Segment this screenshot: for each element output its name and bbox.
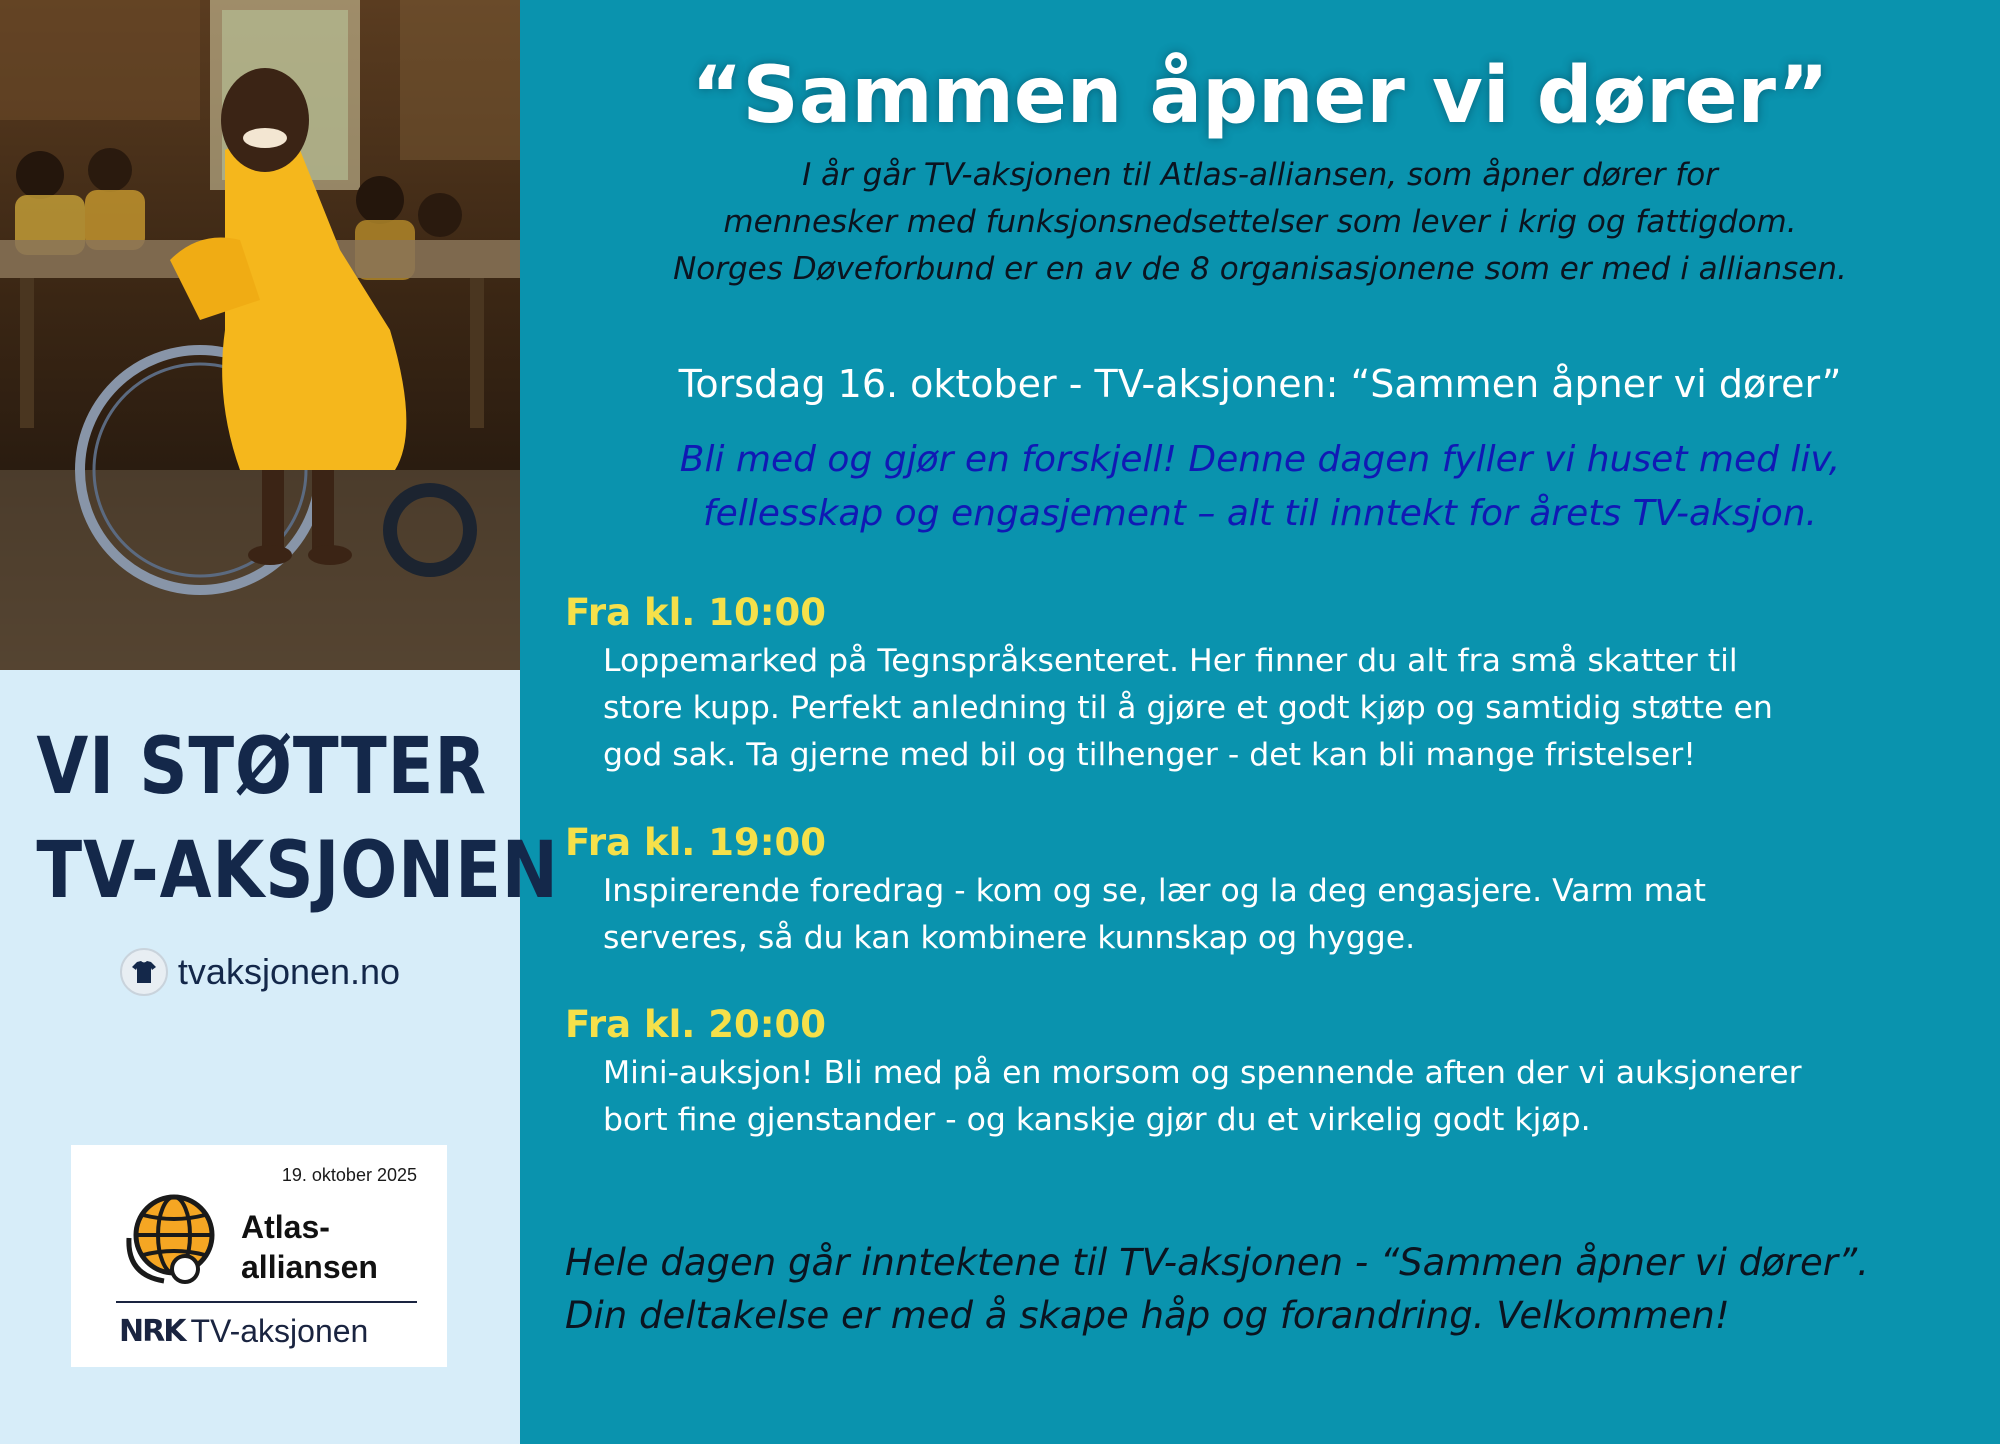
globe-icon bbox=[119, 1183, 229, 1297]
website-url[interactable]: tvaksjonen.no bbox=[177, 951, 401, 992]
atlas-name-line: Atlas- bbox=[241, 1209, 330, 1245]
sidebar bbox=[0, 0, 559, 1444]
atlas-name bbox=[241, 1207, 378, 1287]
closing-text bbox=[565, 1236, 1985, 1342]
closing-line: Hele dagen går inntektene til TV-aksjonen - “Sammen åpner vi dører”. bbox=[565, 1241, 1869, 1284]
atlas-alliance-logo-card bbox=[71, 1145, 447, 1367]
schedule-line: bort fine gjenstander - og kanskje gjør du et virkelig godt kjøp. bbox=[603, 1102, 1591, 1138]
photo-illustration bbox=[0, 0, 520, 670]
support-heading bbox=[36, 715, 559, 923]
intro-text bbox=[520, 152, 2000, 293]
nrk-tv-aksjonen: TV-aksjonen bbox=[190, 1313, 369, 1349]
intro-line: Norges Døveforbund er en av de 8 organisasjonene som er med i alliansen. bbox=[673, 251, 1847, 287]
tshirt-icon bbox=[120, 948, 168, 996]
schedule-item bbox=[565, 818, 1985, 962]
schedule-line: serveres, så du kan kombinere kunnskap og hygge. bbox=[603, 920, 1416, 956]
schedule-time: Fra kl. 10:00 bbox=[565, 591, 827, 634]
schedule-item bbox=[565, 1000, 1985, 1144]
schedule-description bbox=[603, 638, 1985, 779]
intro-line: mennesker med funksjonsnedsettelser som lever i krig og fattigdom. bbox=[723, 204, 1797, 240]
callout-text bbox=[520, 433, 2000, 541]
photo-girl-in-wheelchair bbox=[0, 0, 520, 670]
support-heading-line: TV-AKSJONEN bbox=[36, 826, 559, 916]
support-heading-line: VI STØTTER bbox=[36, 722, 487, 812]
schedule-line: god sak. Ta gjerne med bil og tilhenger - det kan bli mange fristelser! bbox=[603, 737, 1696, 773]
event-date: Torsdag 16. oktober - TV-aksjonen: “Sammen åpner vi dører” bbox=[678, 362, 1842, 406]
callout-line: Bli med og gjør en forskjell! Denne dagen fyller vi huset med liv, bbox=[679, 439, 1841, 480]
schedule-line: store kupp. Perfekt anledning til å gjøre et godt kjøp og samtidig støtte en bbox=[603, 690, 1773, 726]
nrk-logo: NRK bbox=[119, 1314, 185, 1349]
schedule-line: Loppemarked på Tegnspråksenteret. Her finner du alt fra små skatter til bbox=[603, 643, 1738, 679]
schedule-description bbox=[603, 868, 1985, 962]
schedule-item bbox=[565, 588, 1985, 779]
schedule-time: Fra kl. 20:00 bbox=[565, 1003, 827, 1046]
callout-line: fellesskap og engasjement – alt til inntekt for årets TV-aksjon. bbox=[702, 493, 1817, 534]
schedule-line: Mini-auksjon! Bli med på en morsom og spennende aften der vi auksjonerer bbox=[603, 1055, 1802, 1091]
divider bbox=[116, 1301, 417, 1303]
closing-line: Din deltakelse er med å skape håp og forandring. Velkommen! bbox=[565, 1294, 1730, 1337]
schedule-line: Inspirerende foredrag - kom og se, lær og la deg engasjere. Varm mat bbox=[603, 873, 1706, 909]
nrk-row bbox=[119, 1313, 368, 1350]
schedule-description bbox=[603, 1050, 1985, 1144]
website-row bbox=[0, 948, 520, 996]
page-title: “Sammen åpner vi dører” bbox=[691, 51, 1829, 141]
atlas-name-line: alliansen bbox=[241, 1249, 378, 1285]
schedule-time: Fra kl. 19:00 bbox=[565, 821, 827, 864]
intro-line: I år går TV-aksjonen til Atlas-alliansen, som åpner dører for bbox=[802, 157, 1718, 193]
atlas-date: 19. oktober 2025 bbox=[281, 1165, 417, 1185]
